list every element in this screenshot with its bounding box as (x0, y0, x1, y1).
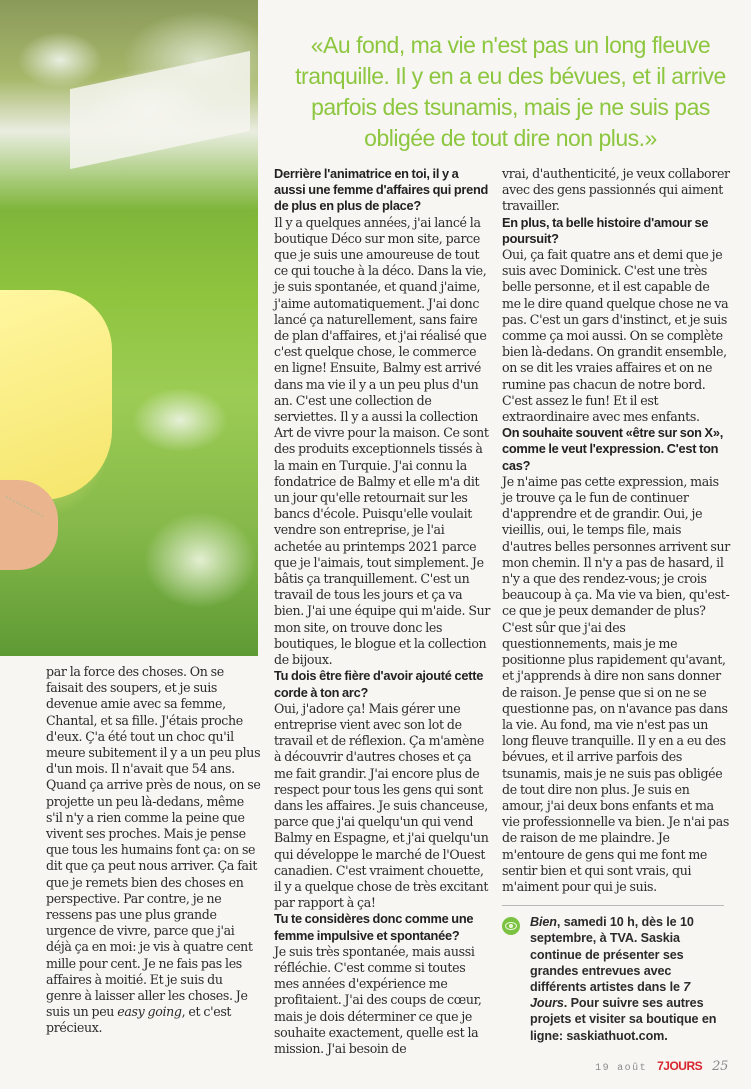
interview-question: Tu te considères donc comme une femme impulsive et spontanée? (274, 911, 474, 943)
pull-quote: «Au fond, ma vie n'est pas un long fleuve tranquille. Il y en a eu des bévues, et il arrive parfois des tsunamis, mais je ne suis pas obligée de tout dire non plus.» (295, 32, 726, 151)
info-box (502, 905, 724, 1044)
photo-house (70, 51, 250, 169)
text-run: , samedi 10 h, dès le 10 septembre, à TVA. Saskia continue de présenter ses grandes entrevues avec différents artistes dans le (530, 915, 694, 994)
eye-glyph (505, 922, 517, 930)
info-box-text (530, 914, 724, 1044)
text-run: . Pour suivre ses autres projets et visiter sa boutique en ligne: saskiathuot.com. (530, 996, 717, 1043)
magazine-logo: 7JOURS (657, 1058, 703, 1073)
interview-answer: vrai, d'authenticité, je veux collaborer avec des gens passionnés qui aiment travailler. (502, 166, 730, 214)
interview-question: On souhaite souvent «être sur son X», comme le veut l'expression. C'est ton cas? (502, 425, 723, 473)
interview-answer: Il y a quelques années, j'ai lancé la boutique Déco sur mon site, parce que je suis une amoureuse de tout ce qui touche à la déco. Dans la vie, je suis spontanée, et quand j'aime, j'aime automatiquement. J'ai donc lancé ça naturellement, sans faire de plan d'affaires, et j'ai réalisé que c'est quelque chose, le commerce en ligne! Ensuite, Balmy est arrivé dans ma vie il y a un peu plus d'un an. C'est une collection de serviettes. Il y a aussi la collection Art de vivre pour la maison. Ce sont des produits exceptionnels tissés à la main en Turquie. J'ai connu la fondatrice de Balmy et elle m'a dit un jour qu'elle retournait sur les bancs d'école. Puisqu'elle voulait vendre son entreprise, je l'ai achetée au printemps 2021 parce que je l'aimais, tout simplement. Je bâtis ça tranquillement. C'est un travail de tous les jours et ça va bien. J'ai une équipe qui m'aide. Sur mon site, on trouve donc les boutiques, le blogue et la collection de bijoux. (274, 214, 491, 668)
text-run: par la force des choses. On se faisait des soupers, et je suis devenue amie avec sa femme, Chantal, et sa fille. J'étais proche d'eux. Ç'a été tout un choc qu'il meure subitement il y a un peu plus d'un mois. Il n'avait que 54 ans. Quand ça arrive près de nous, on se projette un peu là-dedans, même s'il n'y a rien comme la peine que vivent ses proches. Mais je pense que tous les humains font ça: on se dit que ça peut nous arriver. Ça fait que je remets bien des choses en perspective. Par contre, je ne ressens pas une plus grande urgence de vivre, parce que j'ai déjà ça en moi: je vis à quatre cent mille pour cent. Je ne fais pas les affaires à moitié. Et je suis du genre à laisser aller les choses. Je suis un peu (46, 664, 261, 1020)
page-number: 25 (712, 1058, 728, 1074)
interview-answer: Je n'aime pas cette expression, mais je trouve ça le fun de continuer d'apprendre et de grandir. Oui, je vieillis, oui, le temps file, mais d'autres belles personnes arrivent sur mon chemin. Il n'y a pas de hasard, il n'y a que des rendez-vous; je crois beaucoup à ça. Ma vie va bien, qu'est-ce que je peux demander de plus? C'est sûr que j'ai des questionnements, mais je me positionne plus rapidement qu'avant, et j'apprends à dire non sans donner de raison. Je pense que si on ne se questionne pas, on n'avance pas dans la vie. Au fond, ma vie n'est pas un long fleuve tranquille. Il y en a eu des bévues, et il arrive parfois des tsunamis, mais je ne suis pas obligée de tout dire non plus. Je suis en amour, j'ai deux bons enfants et ma vie professionnelle va bien. Je n'ai pas de raison de me plaindre. Je m'entoure de gens qui me font me sentir bien et qui sont vrais, qui m'aiment pour qui je suis. (502, 473, 730, 894)
article-photo (0, 0, 258, 656)
interview-answer: Oui, j'adore ça! Mais gérer une entreprise vient avec son lot de travail et de réflexion. Ça m'amène à découvrir d'autres choses et ça me fait grandir. J'ai encore plus de respect pour tous les gens qui sont dans les affaires. Je suis chanceuse, parce que j'ai quelqu'un qui vend Balmy en Espagne, et j'ai quelqu'un qui développe le marché de l'Ouest canadien. C'est vraiment chouette, il y a quelque chose de très excitant par rapport à ça! (274, 700, 489, 911)
photo-yellow-sweater (0, 290, 112, 500)
interview-answer: Je suis très spontanée, mais aussi réfléchie. C'est comme si toutes mes années d'expérience me profitaient. J'ai des coups de cœur, mais je dois déterminer ce que je souhaite exactement, quelle est la mission. J'ai besoin de (274, 943, 482, 1056)
issue-date: 19 août (595, 1062, 648, 1074)
text-run: , et c'est précieux. (46, 1004, 232, 1036)
page-footer (502, 1058, 730, 1089)
interview-question: Tu dois être fière d'avoir ajouté cette corde à ton arc? (274, 668, 484, 700)
paragraph (46, 664, 261, 1037)
italic-text: easy going (117, 1004, 182, 1020)
column-middle (274, 166, 492, 1057)
interview-answer: Oui, ça fait quatre ans et demi que je suis avec Dominick. C'est une très belle personne, et il est capable de me le dire quand quelque chose ne va pas. C'est un gars d'instinct, et je suis comme ça moi aussi. On se complète bien là-dedans. On grandit ensemble, on se dit les vraies affaires et on ne rumine pas chacun de notre bord. C'est assez le fun! Et il est extraordinaire avec mes enfants. (502, 247, 729, 425)
column-right (502, 166, 730, 1089)
show-title: Bien (530, 915, 557, 930)
magazine-name: 7 Jours (530, 979, 691, 1011)
column-left (46, 664, 261, 1037)
pull-quote-container (270, 30, 751, 150)
interview-question: En plus, ta belle histoire d'amour se poursuit? (502, 214, 709, 246)
interview-question: Derrière l'animatrice en toi, il y a aussi une femme d'affaires qui prend de plus en plus de place? (274, 166, 489, 214)
tv-eye-icon (502, 917, 520, 935)
